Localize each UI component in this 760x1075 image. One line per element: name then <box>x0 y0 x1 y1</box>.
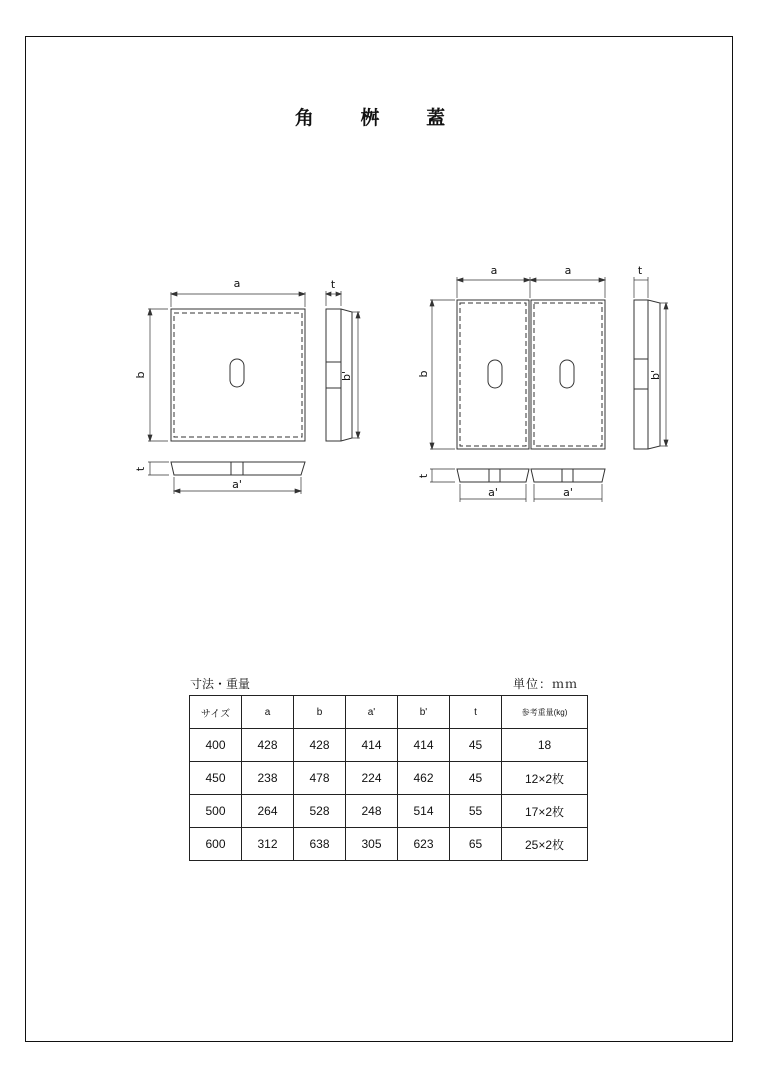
cell-t: 55 <box>450 795 502 828</box>
cell-a: 238 <box>242 762 294 795</box>
table-row <box>190 729 588 762</box>
single-label-a-prime: a' <box>232 478 242 491</box>
cell-weight: 18 <box>502 729 588 762</box>
cell-b-prime: 623 <box>398 828 450 861</box>
table-row <box>190 762 588 795</box>
header-a-prime: a' <box>346 696 398 729</box>
cell-b: 638 <box>294 828 346 861</box>
single-label-a: a <box>233 277 241 290</box>
double-dim-b <box>430 300 455 449</box>
single-dim-a <box>171 292 305 307</box>
double-label-a-prime1: a' <box>488 486 498 499</box>
single-label-b-prime: b' <box>340 370 353 382</box>
double-lid-top-view <box>457 300 605 449</box>
double-dim-t-bottom <box>430 469 455 482</box>
double-label-b-prime: b' <box>649 369 662 381</box>
single-lid-top-view <box>171 309 305 441</box>
cell-t: 45 <box>450 762 502 795</box>
cell-weight: 12×2枚 <box>502 762 588 795</box>
single-dim-b-prime <box>352 312 360 438</box>
double-label-b: b <box>417 370 430 378</box>
cell-a-prime: 305 <box>346 828 398 861</box>
table-header-row <box>190 696 588 729</box>
double-dim-a <box>457 277 605 298</box>
double-label-t: t <box>637 264 643 277</box>
cell-b: 428 <box>294 729 346 762</box>
double-dim-a-prime <box>460 484 602 502</box>
single-lid-bottom-view <box>171 462 305 475</box>
header-b-prime: b' <box>398 696 450 729</box>
cell-size: 600 <box>190 828 242 861</box>
cell-weight: 17×2枚 <box>502 795 588 828</box>
double-dim-t-side <box>634 277 648 298</box>
cell-a-prime: 248 <box>346 795 398 828</box>
cell-a: 312 <box>242 828 294 861</box>
header-t: t <box>450 696 502 729</box>
table-unit: 単位：ｍｍ <box>512 677 578 691</box>
single-label-t: t <box>330 278 336 291</box>
double-label-a2: a <box>564 264 572 277</box>
header-a: a <box>242 696 294 729</box>
cell-a-prime: 224 <box>346 762 398 795</box>
header-weight: 参考重量(kg) <box>502 696 588 729</box>
cell-a-prime: 414 <box>346 729 398 762</box>
single-label-b: b <box>134 371 147 379</box>
header-b: b <box>294 696 346 729</box>
cell-b-prime: 462 <box>398 762 450 795</box>
cell-weight: 25×2枚 <box>502 828 588 861</box>
single-dim-t-bottom <box>148 462 169 475</box>
cell-b-prime: 514 <box>398 795 450 828</box>
cell-b: 478 <box>294 762 346 795</box>
single-dim-b <box>148 309 168 441</box>
cell-a: 428 <box>242 729 294 762</box>
cell-b: 528 <box>294 795 346 828</box>
cell-t: 65 <box>450 828 502 861</box>
cell-b-prime: 414 <box>398 729 450 762</box>
double-lid-bottom-view <box>457 469 605 482</box>
table-row <box>190 828 588 861</box>
single-dim-t-side <box>326 291 341 306</box>
drawing-title: 角 桝 蓋 <box>294 107 466 129</box>
cell-a: 264 <box>242 795 294 828</box>
double-label-a-prime2: a' <box>563 486 573 499</box>
double-label-t-bottom: t <box>417 473 430 479</box>
table-caption: 寸法・重量 <box>190 677 251 691</box>
cell-size: 400 <box>190 729 242 762</box>
cell-t: 45 <box>450 729 502 762</box>
header-size: サイズ <box>190 696 242 729</box>
spec-table <box>189 695 588 861</box>
single-label-t-bottom: t <box>134 466 147 472</box>
double-label-a1: a <box>490 264 498 277</box>
cell-size: 450 <box>190 762 242 795</box>
table-row <box>190 795 588 828</box>
cell-size: 500 <box>190 795 242 828</box>
